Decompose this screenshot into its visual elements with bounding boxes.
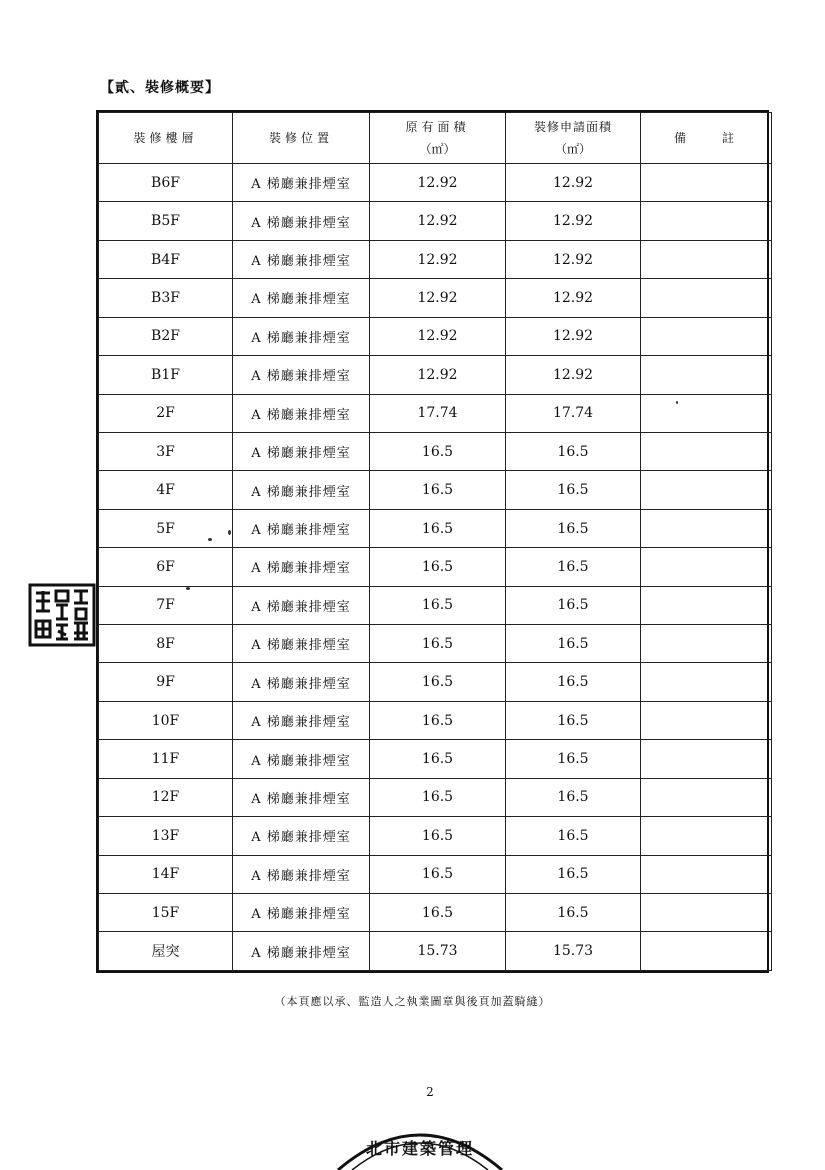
cell-floor: 6F: [99, 548, 233, 586]
table-row: [99, 356, 772, 394]
header-floor: 裝修樓層: [99, 113, 233, 164]
cell-remarks: [641, 317, 772, 355]
table-row: [99, 586, 772, 624]
cell-remarks: [641, 778, 772, 816]
cell-applied-area: 16.5: [506, 432, 641, 470]
cell-applied-area: 16.5: [506, 817, 641, 855]
section-title: 【貳、裝修概要】: [100, 80, 220, 96]
cell-applied-area: 12.92: [506, 202, 641, 240]
side-seal-stamp: [28, 583, 96, 647]
page-number: 2: [426, 1085, 434, 1099]
cell-original-area: 16.5: [370, 855, 506, 893]
cell-applied-area: 12.92: [506, 164, 641, 202]
cell-original-area: 16.5: [370, 817, 506, 855]
cell-location: A 梯廳兼排煙室: [233, 240, 370, 278]
scan-speck: [208, 538, 212, 541]
cell-remarks: [641, 625, 772, 663]
cell-original-area: 16.5: [370, 432, 506, 470]
cell-applied-area: 12.92: [506, 356, 641, 394]
cell-original-area: 16.5: [370, 740, 506, 778]
cell-floor: 10F: [99, 701, 233, 739]
cell-remarks: [641, 817, 772, 855]
cell-remarks: [641, 240, 772, 278]
table-row: [99, 394, 772, 432]
cell-floor: 4F: [99, 471, 233, 509]
table-header-row: [99, 113, 772, 164]
cell-applied-area: 12.92: [506, 279, 641, 317]
cell-location: A 梯廳兼排煙室: [233, 548, 370, 586]
cell-remarks: [641, 894, 772, 932]
cell-original-area: 16.5: [370, 548, 506, 586]
table-row: [99, 663, 772, 701]
cell-location: A 梯廳兼排煙室: [233, 740, 370, 778]
cell-location: A 梯廳兼排煙室: [233, 202, 370, 240]
cell-floor: B2F: [99, 317, 233, 355]
scan-speck: [676, 401, 678, 404]
cell-floor: B6F: [99, 164, 233, 202]
cell-location: A 梯廳兼排煙室: [233, 701, 370, 739]
header-original-area-unit: （㎡）: [419, 142, 456, 156]
cell-floor: 屋突: [99, 932, 233, 971]
table-row: [99, 164, 772, 202]
cell-original-area: 16.5: [370, 471, 506, 509]
cell-original-area: 16.5: [370, 663, 506, 701]
header-remarks: 備 註: [641, 113, 772, 164]
cell-applied-area: 16.5: [506, 778, 641, 816]
cell-location: A 梯廳兼排煙室: [233, 509, 370, 547]
cell-floor: 3F: [99, 432, 233, 470]
cell-applied-area: 16.5: [506, 625, 641, 663]
cell-floor: 9F: [99, 663, 233, 701]
cell-remarks: [641, 164, 772, 202]
cell-remarks: [641, 394, 772, 432]
table-row: [99, 202, 772, 240]
cell-applied-area: 16.5: [506, 586, 641, 624]
cell-applied-area: 16.5: [506, 663, 641, 701]
cell-floor: 12F: [99, 778, 233, 816]
cell-original-area: 16.5: [370, 894, 506, 932]
cell-remarks: [641, 279, 772, 317]
scan-speck: [228, 530, 231, 535]
cell-remarks: [641, 548, 772, 586]
cell-remarks: [641, 432, 772, 470]
table-row: [99, 932, 772, 971]
cell-original-area: 17.74: [370, 394, 506, 432]
table-row: [99, 855, 772, 893]
cell-original-area: 16.5: [370, 778, 506, 816]
cell-remarks: [641, 663, 772, 701]
cell-location: A 梯廳兼排煙室: [233, 932, 370, 971]
cell-applied-area: 16.5: [506, 509, 641, 547]
cell-floor: 13F: [99, 817, 233, 855]
cell-applied-area: 17.74: [506, 394, 641, 432]
cell-original-area: 15.73: [370, 932, 506, 971]
cell-original-area: 12.92: [370, 202, 506, 240]
cell-floor: 15F: [99, 894, 233, 932]
table-row: [99, 625, 772, 663]
cell-original-area: 12.92: [370, 164, 506, 202]
table-row: [99, 432, 772, 470]
header-original-area: [370, 113, 506, 164]
cell-location: A 梯廳兼排煙室: [233, 855, 370, 893]
table-row: [99, 317, 772, 355]
cell-location: A 梯廳兼排煙室: [233, 356, 370, 394]
cell-remarks: [641, 509, 772, 547]
cell-remarks: [641, 586, 772, 624]
header-location: 裝修位置: [233, 113, 370, 164]
cell-location: A 梯廳兼排煙室: [233, 279, 370, 317]
table-row: [99, 509, 772, 547]
header-original-area-label: 原有面積: [405, 120, 470, 134]
cell-location: A 梯廳兼排煙室: [233, 663, 370, 701]
cell-location: A 梯廳兼排煙室: [233, 394, 370, 432]
bottom-official-seal: [330, 1110, 510, 1170]
cell-remarks: [641, 701, 772, 739]
cell-remarks: [641, 740, 772, 778]
cell-floor: B4F: [99, 240, 233, 278]
cell-floor: B1F: [99, 356, 233, 394]
cell-original-area: 12.92: [370, 279, 506, 317]
cell-floor: 14F: [99, 855, 233, 893]
cell-applied-area: 15.73: [506, 932, 641, 971]
header-applied-area: [506, 113, 641, 164]
table-row: [99, 240, 772, 278]
header-applied-area-unit: （㎡）: [554, 142, 591, 156]
table-row: [99, 817, 772, 855]
cell-location: A 梯廳兼排煙室: [233, 817, 370, 855]
cell-original-area: 16.5: [370, 509, 506, 547]
cell-remarks: [641, 855, 772, 893]
cell-applied-area: 12.92: [506, 240, 641, 278]
cell-location: A 梯廳兼排煙室: [233, 164, 370, 202]
cell-original-area: 16.5: [370, 586, 506, 624]
table-row: [99, 894, 772, 932]
cell-applied-area: 16.5: [506, 894, 641, 932]
cell-location: A 梯廳兼排煙室: [233, 471, 370, 509]
cell-location: A 梯廳兼排煙室: [233, 317, 370, 355]
cell-original-area: 12.92: [370, 356, 506, 394]
bottom-seal-text: 北市建築管理: [365, 1139, 475, 1158]
cell-applied-area: 16.5: [506, 740, 641, 778]
cell-floor: 2F: [99, 394, 233, 432]
cell-original-area: 16.5: [370, 625, 506, 663]
cell-floor: 7F: [99, 586, 233, 624]
table-row: [99, 778, 772, 816]
cell-floor: B5F: [99, 202, 233, 240]
cell-applied-area: 16.5: [506, 855, 641, 893]
cell-applied-area: 16.5: [506, 548, 641, 586]
cell-floor: 8F: [99, 625, 233, 663]
cell-applied-area: 12.92: [506, 317, 641, 355]
cell-original-area: 12.92: [370, 317, 506, 355]
cell-remarks: [641, 471, 772, 509]
cell-original-area: 12.92: [370, 240, 506, 278]
cell-applied-area: 16.5: [506, 701, 641, 739]
table-row: [99, 279, 772, 317]
table-row: [99, 548, 772, 586]
cell-location: A 梯廳兼排煙室: [233, 432, 370, 470]
cell-location: A 梯廳兼排煙室: [233, 586, 370, 624]
table-body: [99, 164, 772, 971]
cell-remarks: [641, 202, 772, 240]
cell-floor: B3F: [99, 279, 233, 317]
cell-floor: 5F: [99, 509, 233, 547]
cell-floor: 11F: [99, 740, 233, 778]
cell-original-area: 16.5: [370, 701, 506, 739]
scan-speck: [186, 587, 190, 590]
cell-location: A 梯廳兼排煙室: [233, 625, 370, 663]
cell-remarks: [641, 932, 772, 971]
cell-applied-area: 16.5: [506, 471, 641, 509]
cell-location: A 梯廳兼排煙室: [233, 778, 370, 816]
table-row: [99, 740, 772, 778]
cell-remarks: [641, 356, 772, 394]
header-applied-area-label: 裝修申請面積: [533, 120, 612, 134]
table-row: [99, 471, 772, 509]
footnote: （本頁應以承、監造人之執業圖章與後頁加蓋騎縫）: [274, 995, 551, 1008]
renovation-summary-table: [96, 110, 769, 973]
cell-location: A 梯廳兼排煙室: [233, 894, 370, 932]
table-row: [99, 701, 772, 739]
